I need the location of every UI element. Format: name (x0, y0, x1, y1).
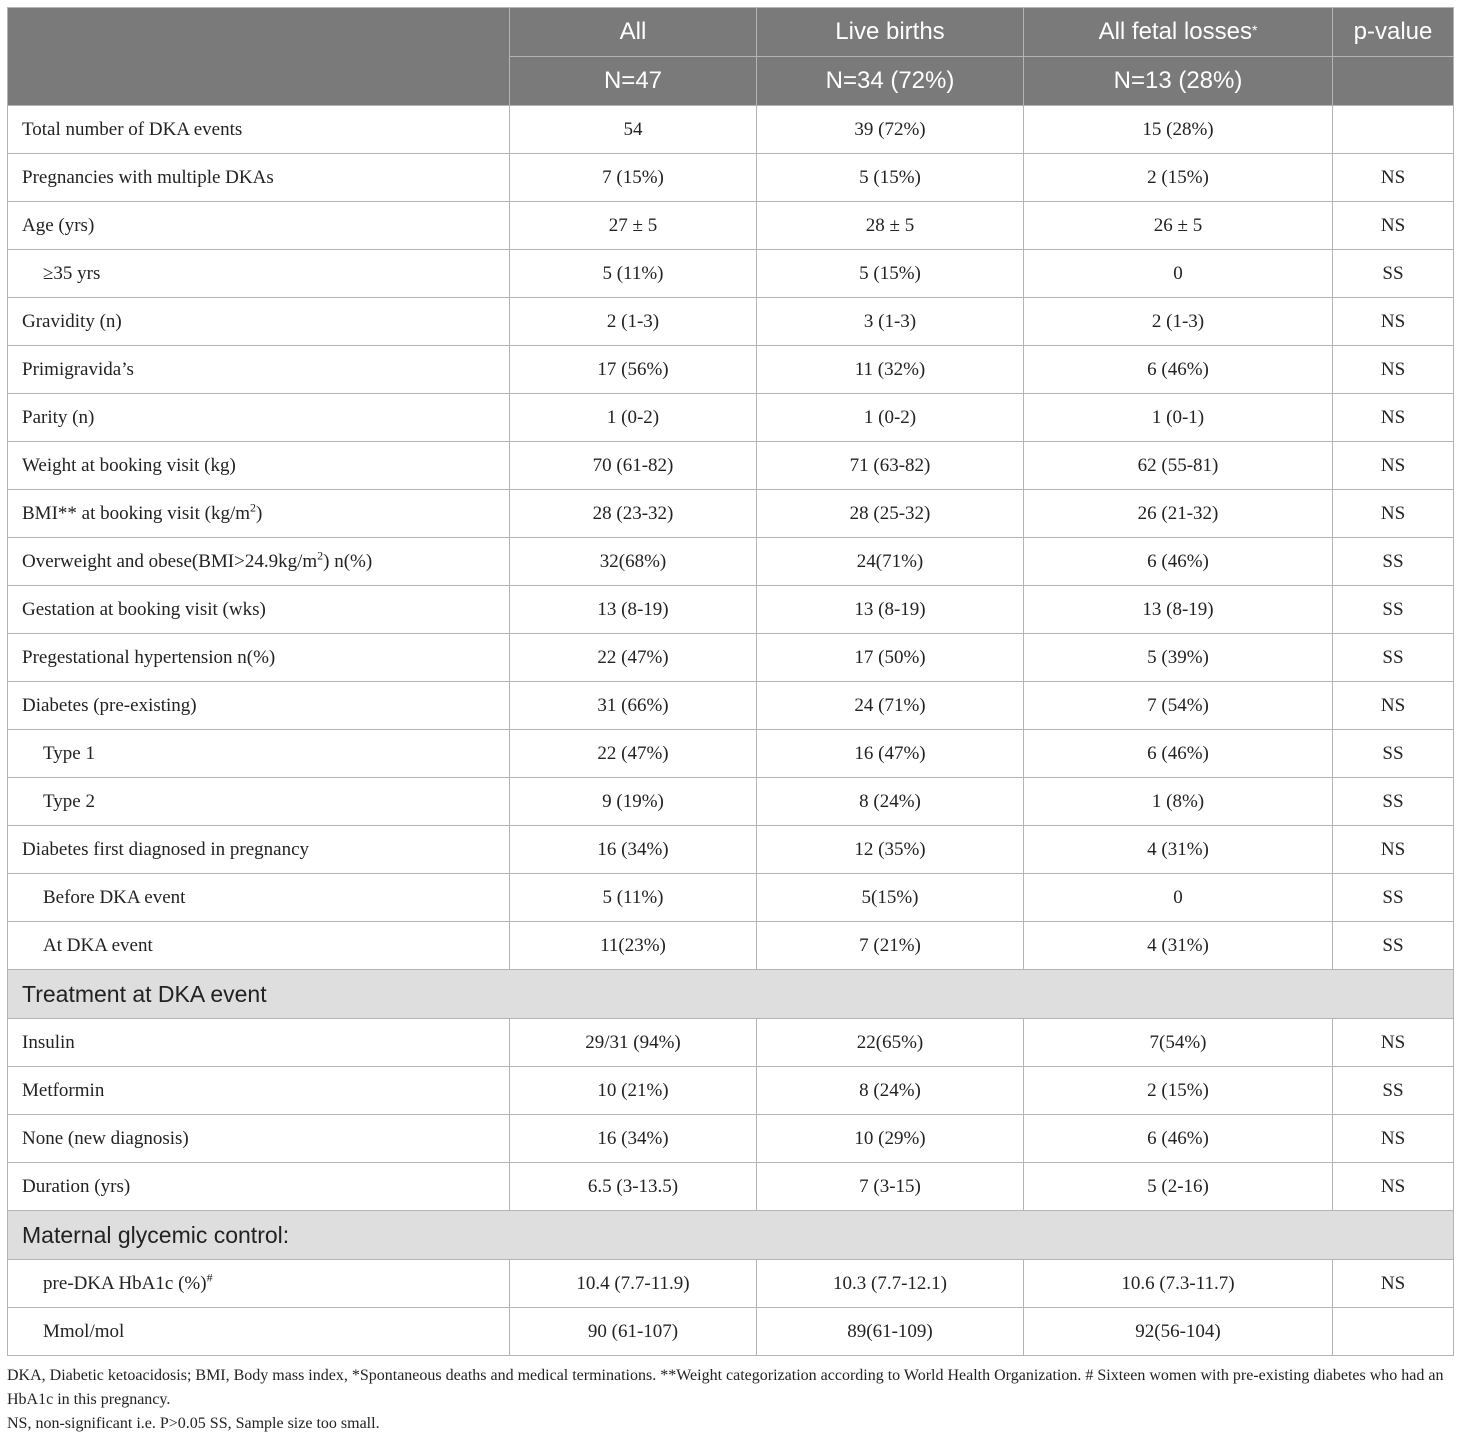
row-label-text: Gestation at booking visit (wks) (22, 598, 266, 620)
cell-p-value: SS (1333, 1067, 1454, 1115)
cell-fetal-losses: 6 (46%) (1024, 1115, 1333, 1163)
row-label-text: None (new diagnosis) (22, 1127, 189, 1149)
cell-live-births: 7 (21%) (757, 922, 1024, 970)
row-label (8, 154, 510, 202)
cell-live-births: 1 (0-2) (757, 394, 1024, 442)
cell-all: 5 (11%) (510, 250, 757, 298)
cell-p-value: NS (1333, 1260, 1454, 1308)
cell-p-value: NS (1333, 826, 1454, 874)
row-label (8, 1163, 510, 1211)
cell-live-births: 11 (32%) (757, 346, 1024, 394)
table-header (8, 8, 1454, 106)
cell-all: 17 (56%) (510, 346, 757, 394)
table-container (7, 7, 1453, 1436)
row-label (8, 874, 510, 922)
cell-p-value: SS (1333, 730, 1454, 778)
header-fetal-losses-label: All fetal losses (1098, 18, 1252, 45)
row-label-superscript: 2 (317, 548, 324, 563)
cell-live-births: 8 (24%) (757, 778, 1024, 826)
row-label-text: At DKA event (43, 934, 153, 956)
cell-live-births: 24(71%) (757, 538, 1024, 586)
header-fetal-losses-mark: * (1251, 22, 1258, 38)
row-label (8, 730, 510, 778)
row-label-text: pre-DKA HbA1c (%) (43, 1272, 207, 1294)
row-label-text: Type 2 (43, 790, 95, 812)
table-row (8, 394, 1454, 442)
cell-all: 10.4 (7.7-11.9) (510, 1260, 757, 1308)
cell-p-value: SS (1333, 250, 1454, 298)
cell-p-value: NS (1333, 202, 1454, 250)
cell-live-births: 22(65%) (757, 1019, 1024, 1067)
header-p-value-n (1333, 57, 1454, 106)
cell-fetal-losses: 2 (15%) (1024, 1067, 1333, 1115)
row-label-text: Pregestational hypertension n(%) (22, 646, 276, 668)
row-label-text: Diabetes (pre-existing) (22, 694, 197, 716)
cell-fetal-losses: 92(56-104) (1024, 1308, 1333, 1356)
cell-all: 9 (19%) (510, 778, 757, 826)
row-label-text: Diabetes first diagnosed in pregnancy (22, 838, 310, 860)
cell-live-births: 28 ± 5 (757, 202, 1024, 250)
cell-p-value: NS (1333, 1163, 1454, 1211)
row-label (8, 634, 510, 682)
cell-live-births: 39 (72%) (757, 106, 1024, 154)
cell-p-value: NS (1333, 1115, 1454, 1163)
cell-fetal-losses: 1 (8%) (1024, 778, 1333, 826)
row-label (8, 778, 510, 826)
cell-all: 16 (34%) (510, 826, 757, 874)
table-row (8, 1163, 1454, 1211)
table-row (8, 874, 1454, 922)
table-row (8, 1260, 1454, 1308)
cell-live-births: 5(15%) (757, 874, 1024, 922)
row-label (8, 586, 510, 634)
header-fetal-losses (1024, 8, 1333, 57)
row-label (8, 1308, 510, 1356)
table-row (8, 106, 1454, 154)
row-label (8, 394, 510, 442)
section-heading: Maternal glycemic control: (8, 1211, 1454, 1260)
cell-live-births: 24 (71%) (757, 682, 1024, 730)
cell-live-births: 3 (1-3) (757, 298, 1024, 346)
cell-p-value: NS (1333, 298, 1454, 346)
cell-all: 1 (0-2) (510, 394, 757, 442)
table-row (8, 730, 1454, 778)
cell-fetal-losses: 7(54%) (1024, 1019, 1333, 1067)
cell-p-value: NS (1333, 154, 1454, 202)
table-row (8, 250, 1454, 298)
cell-live-births: 71 (63-82) (757, 442, 1024, 490)
cell-all: 22 (47%) (510, 730, 757, 778)
row-label-text: BMI** at booking visit (kg/m (22, 502, 250, 524)
cell-all: 28 (23-32) (510, 490, 757, 538)
section-row (8, 1211, 1454, 1260)
row-label (8, 442, 510, 490)
cell-fetal-losses: 5 (39%) (1024, 634, 1333, 682)
row-label (8, 1260, 510, 1308)
table-row (8, 634, 1454, 682)
cell-p-value: SS (1333, 922, 1454, 970)
cell-fetal-losses: 26 (21-32) (1024, 490, 1333, 538)
table-footnotes (7, 1364, 1453, 1436)
header-fetal-losses-n: N=13 (28%) (1024, 57, 1333, 106)
cell-all: 31 (66%) (510, 682, 757, 730)
cell-all: 16 (34%) (510, 1115, 757, 1163)
row-label-text: Weight at booking visit (kg) (22, 454, 236, 476)
cell-all: 6.5 (3-13.5) (510, 1163, 757, 1211)
table-row (8, 538, 1454, 586)
row-label-text: ≥35 yrs (43, 262, 101, 284)
cell-p-value: NS (1333, 346, 1454, 394)
cell-all: 32(68%) (510, 538, 757, 586)
cell-fetal-losses: 10.6 (7.3-11.7) (1024, 1260, 1333, 1308)
row-label-suffix: ) (256, 502, 263, 524)
row-label (8, 298, 510, 346)
row-label-text: Metformin (22, 1079, 105, 1101)
cell-all: 22 (47%) (510, 634, 757, 682)
cell-live-births: 7 (3-15) (757, 1163, 1024, 1211)
row-label-text: Type 1 (43, 742, 95, 764)
row-label-text: Age (yrs) (22, 214, 95, 236)
footnote-abbreviations: DKA, Diabetic ketoacidosis; BMI, Body mass index, *Spontaneous deaths and medical terminations. **Weight categorization according to World Health Organization. # Sixteen women with pre-existing diabetes who had an HbA1c in this pregnancy. (7, 1367, 1444, 1408)
row-label-text: Before DKA event (43, 886, 186, 908)
table-row (8, 346, 1454, 394)
cell-live-births: 16 (47%) (757, 730, 1024, 778)
header-live-births-n: N=34 (72%) (757, 57, 1024, 106)
table-row (8, 1019, 1454, 1067)
cell-fetal-losses: 15 (28%) (1024, 106, 1333, 154)
row-label (8, 106, 510, 154)
row-label-text: Parity (n) (22, 406, 95, 428)
table-row (8, 154, 1454, 202)
cell-fetal-losses: 6 (46%) (1024, 346, 1333, 394)
table-row (8, 442, 1454, 490)
cell-all: 13 (8-19) (510, 586, 757, 634)
row-label-text: Duration (yrs) (22, 1175, 131, 1197)
cell-all: 70 (61-82) (510, 442, 757, 490)
cell-p-value: SS (1333, 778, 1454, 826)
cell-fetal-losses: 26 ± 5 (1024, 202, 1333, 250)
cell-fetal-losses: 0 (1024, 874, 1333, 922)
row-label (8, 202, 510, 250)
table-row (8, 922, 1454, 970)
row-label-text: Gravidity (n) (22, 310, 122, 332)
row-label-text: Total number of DKA events (22, 118, 243, 140)
cell-p-value: NS (1333, 442, 1454, 490)
footnote-significance: NS, non-significant i.e. P>0.05 SS, Sample size too small. (7, 1415, 380, 1432)
cell-fetal-losses: 2 (1-3) (1024, 298, 1333, 346)
cell-p-value: NS (1333, 682, 1454, 730)
row-label-suffix: ) n(%) (323, 550, 373, 572)
cell-live-births: 8 (24%) (757, 1067, 1024, 1115)
cell-fetal-losses: 13 (8-19) (1024, 586, 1333, 634)
cell-all: 10 (21%) (510, 1067, 757, 1115)
table-row (8, 1067, 1454, 1115)
cell-all: 54 (510, 106, 757, 154)
cell-p-value: SS (1333, 538, 1454, 586)
row-label-text: Primigravida’s (22, 358, 134, 380)
row-label (8, 1019, 510, 1067)
row-label-text: Pregnancies with multiple DKAs (22, 166, 274, 188)
cell-p-value (1333, 106, 1454, 154)
table-row (8, 202, 1454, 250)
table-row (8, 826, 1454, 874)
table-row (8, 298, 1454, 346)
cell-all: 5 (11%) (510, 874, 757, 922)
cell-fetal-losses: 7 (54%) (1024, 682, 1333, 730)
table-row (8, 1308, 1454, 1356)
header-corner (8, 8, 510, 106)
cell-fetal-losses: 4 (31%) (1024, 922, 1333, 970)
data-table (7, 7, 1454, 1356)
table-row (8, 1115, 1454, 1163)
row-label (8, 826, 510, 874)
cell-live-births: 5 (15%) (757, 250, 1024, 298)
cell-live-births: 10 (29%) (757, 1115, 1024, 1163)
row-label (8, 1115, 510, 1163)
header-live-births: Live births (757, 8, 1024, 57)
cell-p-value: SS (1333, 874, 1454, 922)
cell-live-births: 12 (35%) (757, 826, 1024, 874)
cell-all: 29/31 (94%) (510, 1019, 757, 1067)
cell-fetal-losses: 4 (31%) (1024, 826, 1333, 874)
row-label-text: Mmol/mol (43, 1320, 125, 1342)
cell-all: 11(23%) (510, 922, 757, 970)
row-label (8, 1067, 510, 1115)
cell-p-value: SS (1333, 634, 1454, 682)
header-all-n: N=47 (510, 57, 757, 106)
cell-all: 90 (61-107) (510, 1308, 757, 1356)
header-row-titles (8, 8, 1454, 57)
cell-p-value (1333, 1308, 1454, 1356)
row-label (8, 490, 510, 538)
row-label-superscript: 2 (250, 500, 256, 515)
cell-live-births: 13 (8-19) (757, 586, 1024, 634)
table-row (8, 778, 1454, 826)
cell-live-births: 17 (50%) (757, 634, 1024, 682)
cell-fetal-losses: 5 (2-16) (1024, 1163, 1333, 1211)
cell-p-value: NS (1333, 1019, 1454, 1067)
cell-fetal-losses: 0 (1024, 250, 1333, 298)
cell-live-births: 5 (15%) (757, 154, 1024, 202)
cell-fetal-losses: 1 (0-1) (1024, 394, 1333, 442)
cell-all: 27 ± 5 (510, 202, 757, 250)
row-label-superscript: # (206, 1270, 213, 1285)
row-label (8, 250, 510, 298)
cell-p-value: SS (1333, 586, 1454, 634)
cell-p-value: NS (1333, 394, 1454, 442)
section-heading: Treatment at DKA event (8, 970, 1454, 1019)
cell-live-births: 10.3 (7.7-12.1) (757, 1260, 1024, 1308)
row-label (8, 538, 510, 586)
table-row (8, 682, 1454, 730)
row-label (8, 922, 510, 970)
cell-p-value: NS (1333, 490, 1454, 538)
row-label-text: Overweight and obese(BMI>24.9kg/m (22, 550, 318, 572)
row-label (8, 346, 510, 394)
cell-all: 7 (15%) (510, 154, 757, 202)
cell-all: 2 (1-3) (510, 298, 757, 346)
table-row (8, 490, 1454, 538)
cell-live-births: 89(61-109) (757, 1308, 1024, 1356)
table-body (8, 106, 1454, 1356)
table-row (8, 586, 1454, 634)
cell-fetal-losses: 6 (46%) (1024, 730, 1333, 778)
section-row (8, 970, 1454, 1019)
cell-fetal-losses: 2 (15%) (1024, 154, 1333, 202)
row-label (8, 682, 510, 730)
header-all: All (510, 8, 757, 57)
header-p-value: p-value (1333, 8, 1454, 57)
cell-fetal-losses: 62 (55-81) (1024, 442, 1333, 490)
cell-fetal-losses: 6 (46%) (1024, 538, 1333, 586)
row-label-text: Insulin (22, 1031, 75, 1053)
cell-live-births: 28 (25-32) (757, 490, 1024, 538)
